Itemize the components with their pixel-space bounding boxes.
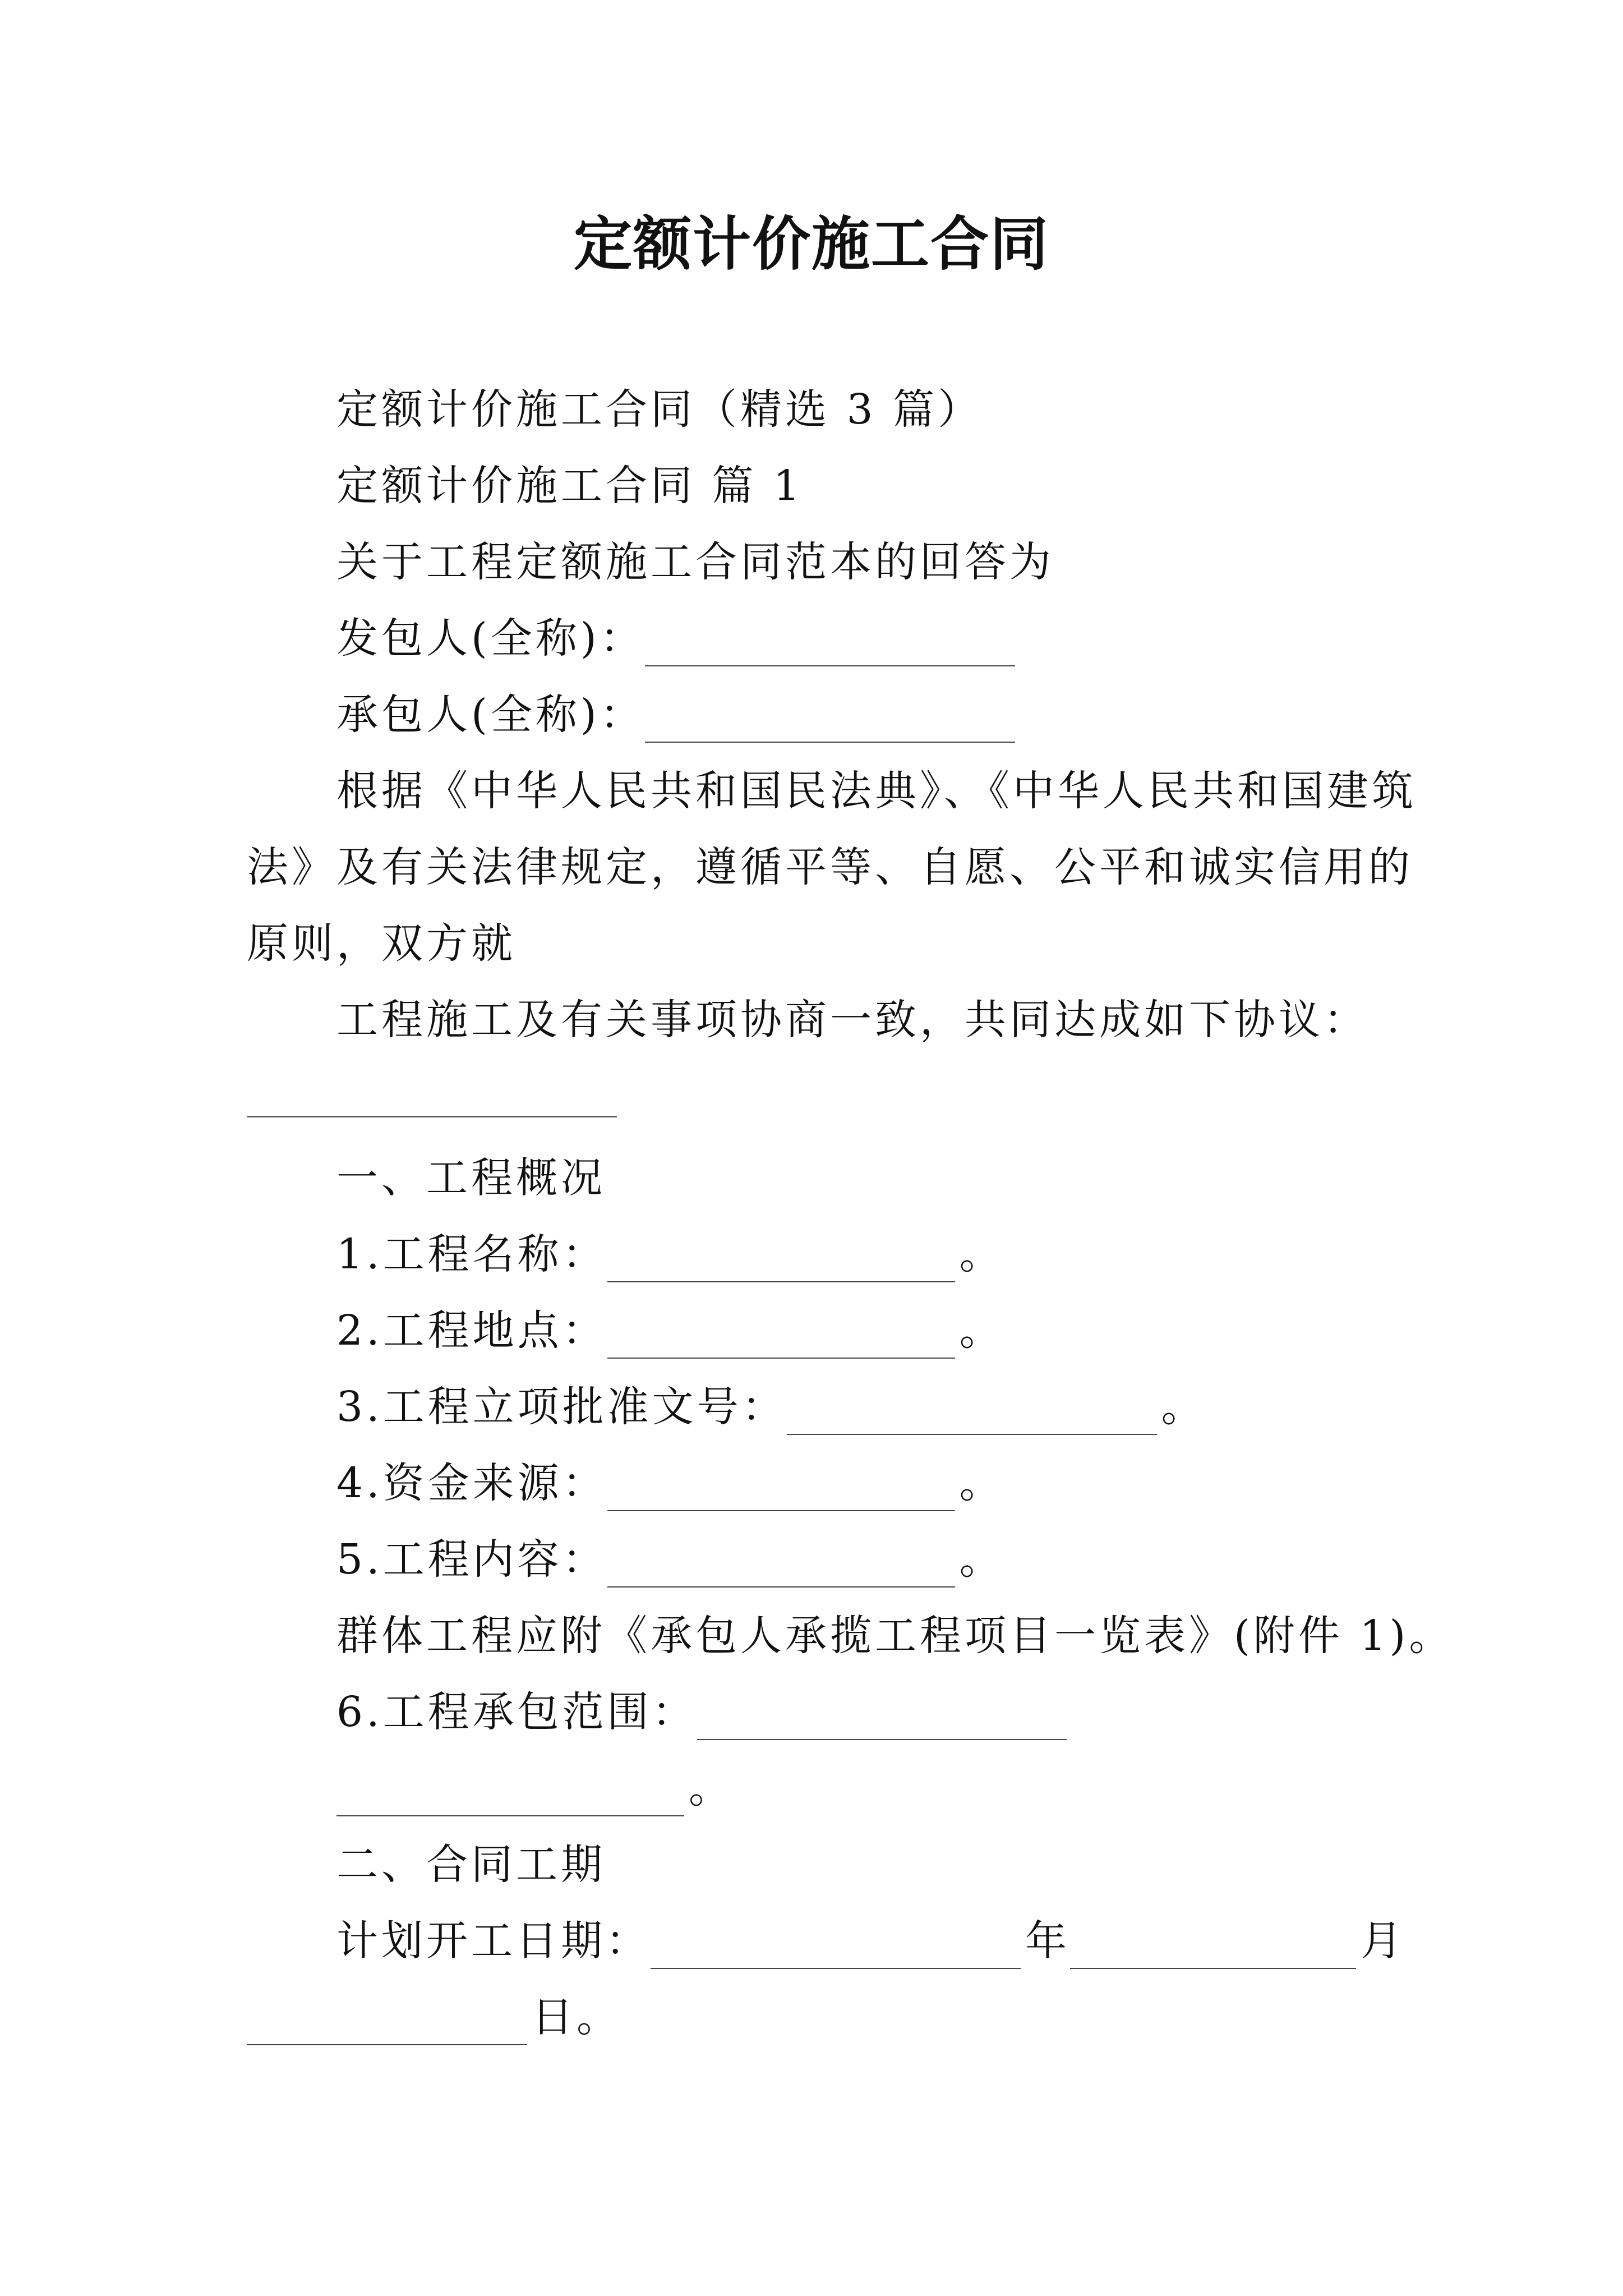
intro-line: 关于工程定额施工合同范本的回答为	[336, 538, 1054, 586]
start-day-line	[247, 1989, 621, 2045]
project-name-label: 1.工程名称：	[336, 1230, 607, 1278]
scope-blank-2[interactable]	[336, 1770, 684, 1816]
paragraph-line-3: 原则，双方就	[247, 919, 516, 968]
project-name-blank[interactable]	[247, 1116, 617, 1117]
period-mark: 。	[1161, 1383, 1206, 1431]
start-day-blank[interactable]	[247, 1999, 527, 2045]
project-name-line	[336, 1226, 1004, 1282]
group-project-note: 群体工程应附《承包人承揽工程项目一览表》(附件 1)。	[336, 1612, 1454, 1660]
period-mark: 。	[959, 1459, 1004, 1507]
employer-blank[interactable]	[645, 620, 1015, 666]
month-label: 月	[1361, 1917, 1405, 1965]
contractor-blank[interactable]	[645, 697, 1015, 743]
start-date-line	[336, 1913, 1405, 1969]
project-content-blank[interactable]	[607, 1542, 955, 1588]
paragraph-line-1: 根据《中华人民共和国民法典》、《中华人民共和国建筑	[336, 767, 1417, 815]
day-label: 日。	[532, 1993, 621, 2041]
funding-source-label: 4.资金来源：	[336, 1459, 607, 1507]
year-label: 年	[1025, 1917, 1070, 1965]
section-heading-line: 定额计价施工合同 篇 1	[336, 462, 804, 510]
project-content-label: 5.工程内容：	[336, 1535, 607, 1584]
section-one-heading: 一、工程概况	[336, 1154, 606, 1202]
employer-line	[336, 610, 1020, 666]
approval-number-blank[interactable]	[787, 1389, 1157, 1435]
paragraph-line-4: 工程施工及有关事项协商一致，共同达成如下协议：	[336, 996, 1368, 1044]
scope-blank-1[interactable]	[697, 1694, 1067, 1740]
start-month-blank[interactable]	[1070, 1923, 1356, 1969]
period-mark: 。	[959, 1306, 1004, 1355]
start-date-label: 计划开工日期：	[336, 1917, 651, 1965]
funding-source-line	[336, 1455, 1004, 1511]
project-name-field-blank[interactable]	[607, 1236, 955, 1282]
project-location-blank[interactable]	[607, 1313, 955, 1359]
section-two-heading: 二、合同工期	[336, 1841, 606, 1889]
project-location-line	[336, 1303, 1004, 1359]
scope-label: 6.工程承包范围：	[336, 1688, 697, 1736]
document-title: 定额计价施工合同	[573, 209, 1049, 278]
period-mark: 。	[959, 1230, 1004, 1278]
approval-number-line	[336, 1379, 1206, 1435]
subtitle-line: 定额计价施工合同（精选 3 篇）	[336, 385, 983, 434]
project-location-label: 2.工程地点：	[336, 1306, 607, 1355]
period-mark: 。	[689, 1764, 734, 1812]
employer-label: 发包人(全称)：	[336, 614, 645, 662]
contractor-line	[336, 687, 1020, 743]
scope-line	[336, 1684, 1072, 1740]
start-year-blank[interactable]	[651, 1923, 1021, 1969]
project-content-line	[336, 1531, 1004, 1588]
contractor-label: 承包人(全称)：	[336, 691, 645, 739]
funding-source-blank[interactable]	[607, 1465, 955, 1511]
approval-number-label: 3.工程立项批准文号：	[336, 1383, 787, 1431]
scope-continuation-line	[336, 1760, 734, 1816]
paragraph-line-2: 法》及有关法律规定，遵循平等、自愿、公平和诚实信用的	[247, 843, 1413, 891]
period-mark: 。	[959, 1535, 1004, 1584]
